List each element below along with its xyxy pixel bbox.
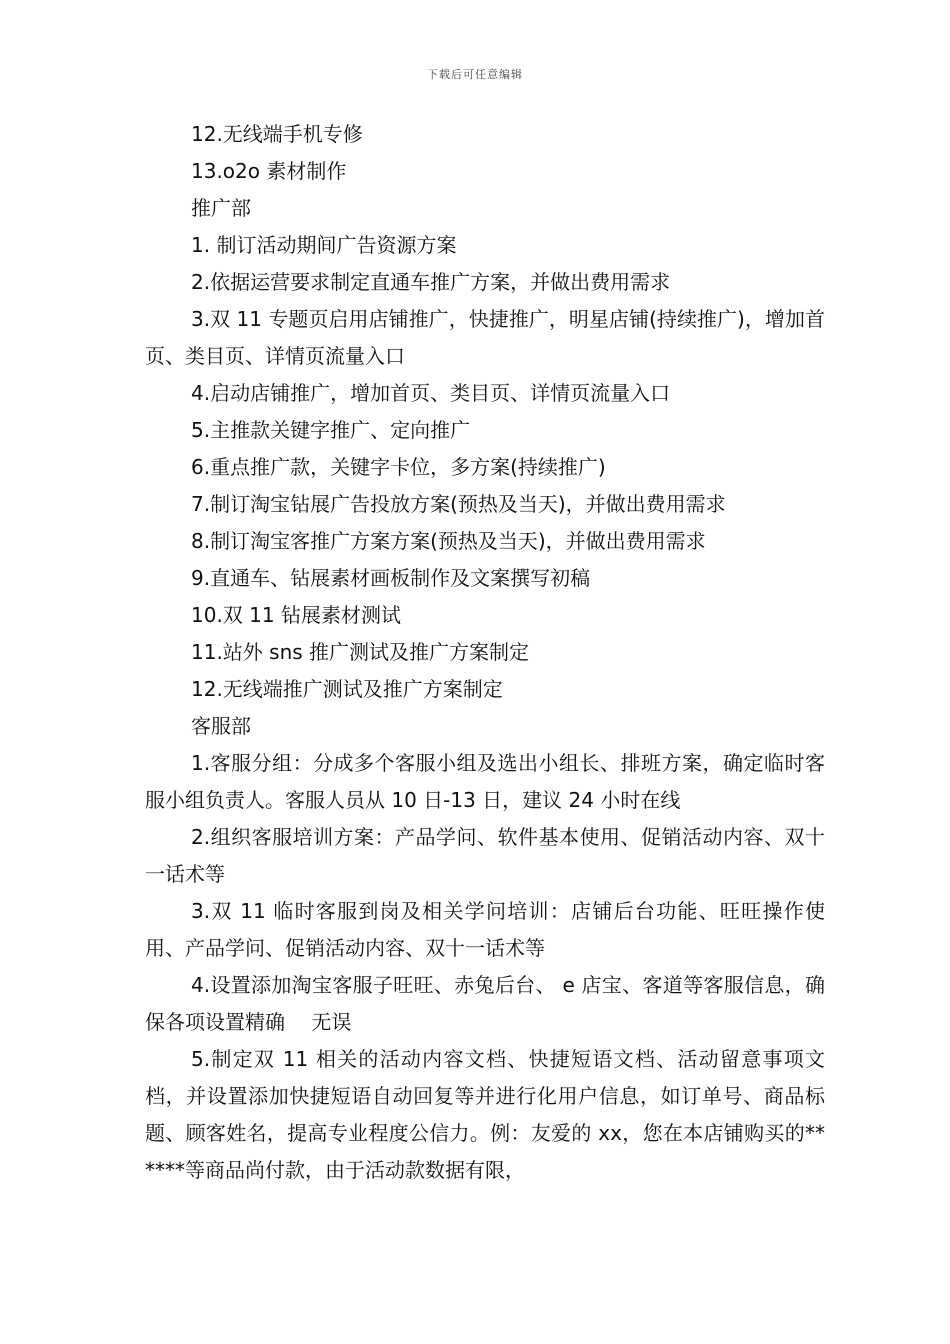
paragraph: 8.制订淘宝客推广方案方案(预热及当天)，并做出费用需求 [191,529,706,553]
paragraph: 1. 制订活动期间广告资源方案 [191,233,457,257]
paragraph: 10.双 11 钻展素材测试 [191,603,401,627]
paragraph: 13.o2o 素材制作 [191,159,347,183]
paragraph: 11.站外 sns 推广测试及推广方案制定 [191,640,530,664]
paragraph: 5.制定双 11 相关的活动内容文档、快捷短语文档、活动留意事项文档，并设置添加快捷短语自动回复等并进行化用户信息，如订单号、商品标题、顾客姓名，提高专业程度公信力。例：友爱的 xx，您在本店铺购买的******等商品尚付款，由于活动款数据有限， [145,1047,825,1182]
paragraph: 1.客服分组：分成多个客服小组及选出小组长、排班方案，确定临时客服小组负责人。客服人员从 10 日-13 日，建议 24 小时在线 [145,751,825,812]
paragraph: 2.组织客服培训方案：产品学问、软件基本使用、促销活动内容、双十一话术等 [145,825,825,886]
section-heading: 推广部 [191,196,251,220]
paragraph: 7.制订淘宝钻展广告投放方案(预热及当天)，并做出费用需求 [191,492,726,516]
paragraph: 2.依据运营要求制定直通车推广方案，并做出费用需求 [191,270,671,294]
paragraph: 5.主推款关键字推广、定向推广 [191,418,471,442]
paragraph: 4.启动店铺推广，增加首页、类目页、详情页流量入口 [191,381,671,405]
paragraph: 12.无线端推广测试及推广方案制定 [191,677,503,701]
paragraph: 3.双 11 临时客服到岗及相关学问培训：店铺后台功能、旺旺操作使用、产品学问、促销活动内容、双十一话术等 [145,899,825,960]
paragraph: 9.直通车、钻展素材画板制作及文案撰写初稿 [191,566,591,590]
paragraph: 4.设置添加淘宝客服子旺旺、赤兔后台、 e 店宝、客道等客服信息，确保各项设置精确 无误 [145,973,825,1034]
page-header: 下载后可任意编辑 [427,68,523,81]
paragraph: 3.双 11 专题页启用店铺推广，快捷推广，明星店铺(持续推广)，增加首页、类目页、详情页流量入口 [145,307,825,368]
section-heading: 客服部 [191,714,251,738]
paragraph: 6.重点推广款，关键字卡位，多方案(持续推广) [191,455,606,479]
document-body [145,116,825,1189]
paragraph: 12.无线端手机专修 [191,122,363,146]
